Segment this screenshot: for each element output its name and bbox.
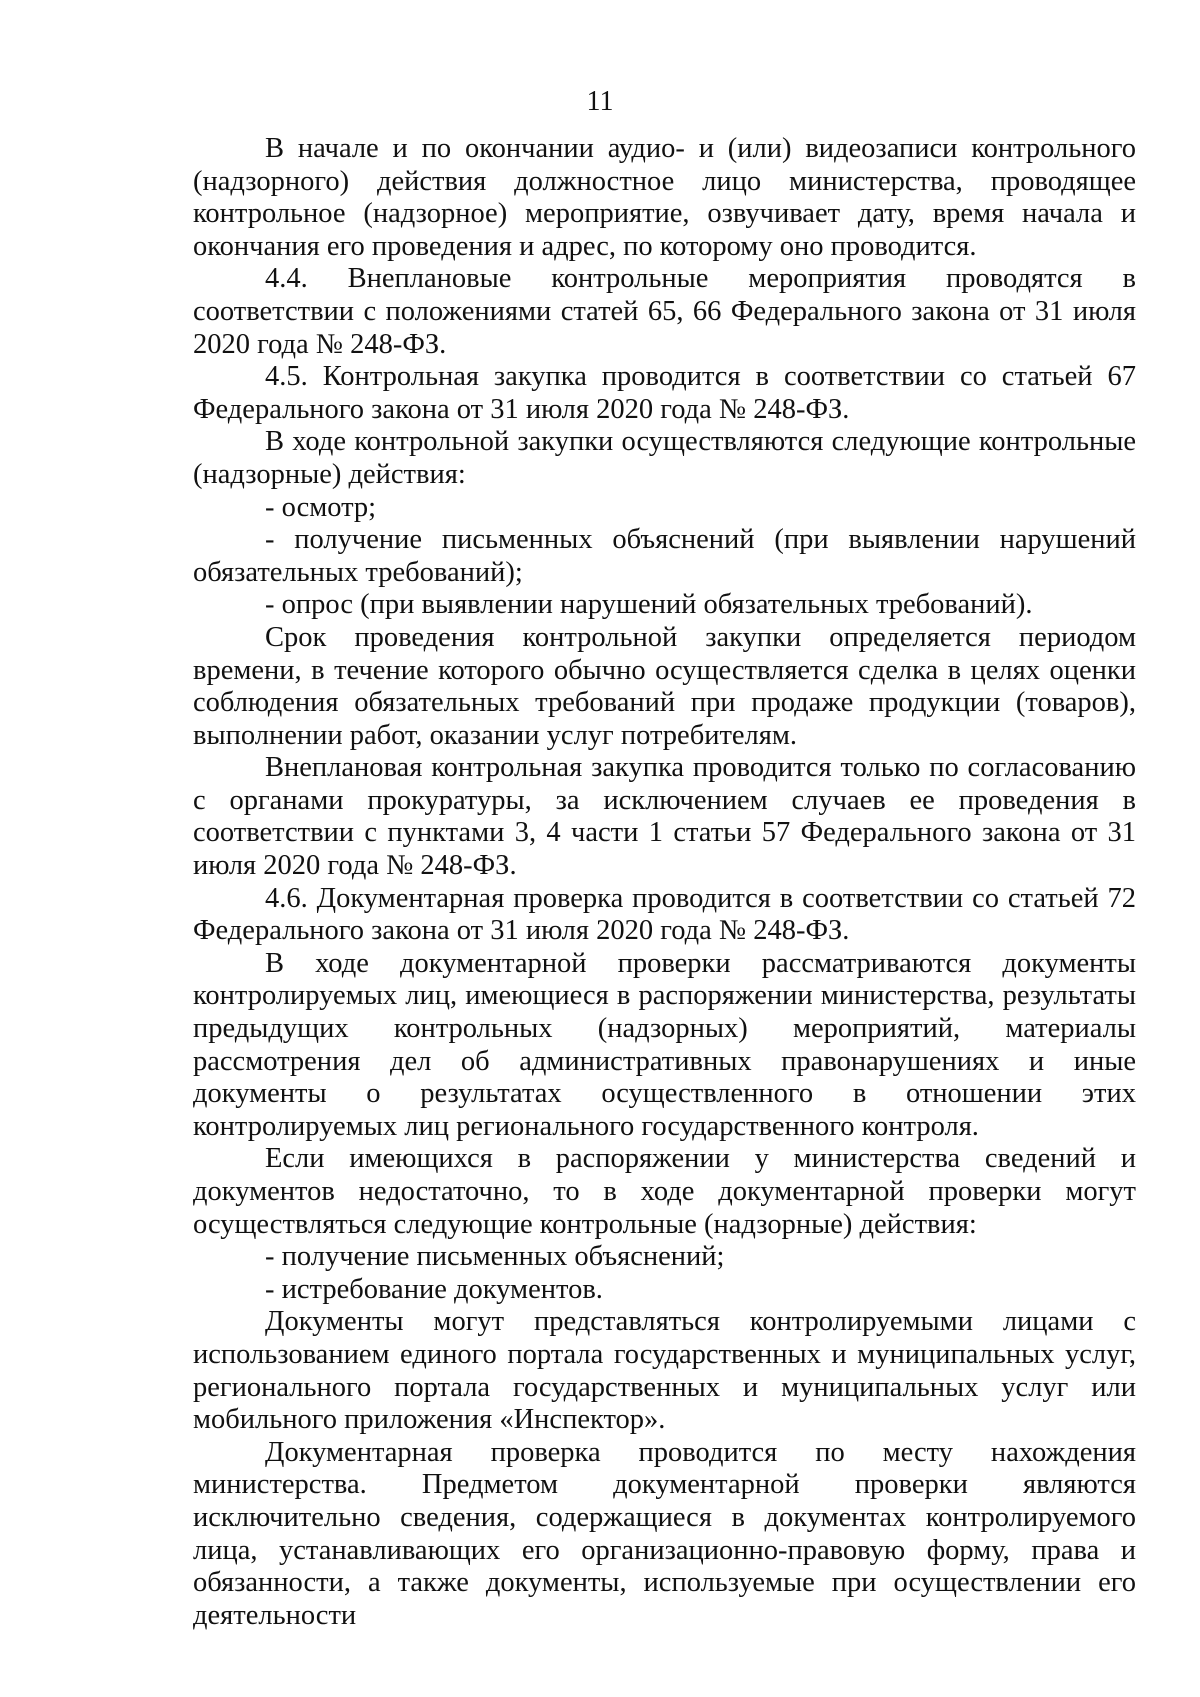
paragraph-document-submission: Документы могут представляться контролируемыми лицами с использованием единого портала государственных и муниципальных услуг, регионального портала государственных и муниципальных услуг или мобильного приложения «Инспектор». (193, 1306, 1136, 1436)
paragraph-purchase-actions-intro: В ходе контрольной закупки осуществляются следующие контрольные (надзорные) действия: (193, 426, 1136, 490)
paragraph-purchase-duration: Срок проведения контрольной закупки определяется периодом времени, в течение которого обычно осуществляется сделка в целях оценки соблюдения обязательных требований при продаже продукции (товаров), выполнении работ, оказании услуг потребителям. (193, 621, 1136, 751)
list-item-inspection: - осмотр; (265, 491, 377, 523)
document-body (193, 133, 1136, 1632)
paragraph-4-4-unscheduled-events: 4.4. Внеплановые контрольные мероприятия проводятся в соответствии с положениями статей 65, 66 Федерального закона от 31 июля 2020 года № 248-ФЗ. (193, 263, 1136, 360)
list-item-survey: - опрос (при выявлении нарушений обязательных требований). (265, 589, 1033, 621)
list-item-written-explanations: - получение письменных объяснений (при выявлении нарушений обязательных требований); (193, 524, 1136, 588)
list-item-written-explanations-2: - получение письменных объяснений; (265, 1241, 725, 1273)
paragraph-recording-announcement: В начале и по окончании аудио- и (или) видеозаписи контрольного (надзорного) действия должностное лицо министерства, проводящее контрольное (надзорное) мероприятие, озвучивает дату, время начала и окончания его проведения и адрес, по которому оно проводится. (193, 133, 1136, 262)
paragraph-check-location-subject: Документарная проверка проводится по месту нахождения министерства. Предметом документарной проверки являются исключительно сведения, содержащиеся в документах контролируемого лица, устанавливающих его организационно-правовую форму, права и обязанности, а также документы, используемые при осуществлении его деятельности (193, 1436, 1136, 1631)
paragraph-4-6-documentary-check: 4.6. Документарная проверка проводится в соответствии со статьей 72 Федерального закона от 31 июля 2020 года № 248-ФЗ. (193, 882, 1136, 947)
paragraph-prosecutor-approval: Внеплановая контрольная закупка проводится только по согласованию с органами прокуратуры, за исключением случаев ее проведения в соответствии с пунктами 3, 4 части 1 статьи 57 Федерального закона от 31 июля 2020 года № 248-ФЗ. (193, 752, 1136, 882)
page-number: 11 (586, 86, 614, 117)
paragraph-documents-reviewed: В ходе документарной проверки рассматриваются документы контролируемых лиц, имеющиеся в распоряжении министерства, результаты предыдущих контрольных (надзорных) мероприятий, материалы рассмотрения дел об административных правонарушениях и иные документы о результатах осуществленного в отношении этих контролируемых лиц регионального государственного контроля. (193, 947, 1136, 1142)
paragraph-insufficient-documents: Если имеющихся в распоряжении у министерства сведений и документов недостаточно, то в ходе документарной проверки могут осуществляться следующие контрольные (надзорные) действия: (193, 1143, 1136, 1240)
paragraph-4-5-control-purchase: 4.5. Контрольная закупка проводится в соответствии со статьей 67 Федерального закона от 31 июля 2020 года № 248-ФЗ. (193, 361, 1136, 425)
list-item-document-request: - истребование документов. (265, 1273, 603, 1305)
